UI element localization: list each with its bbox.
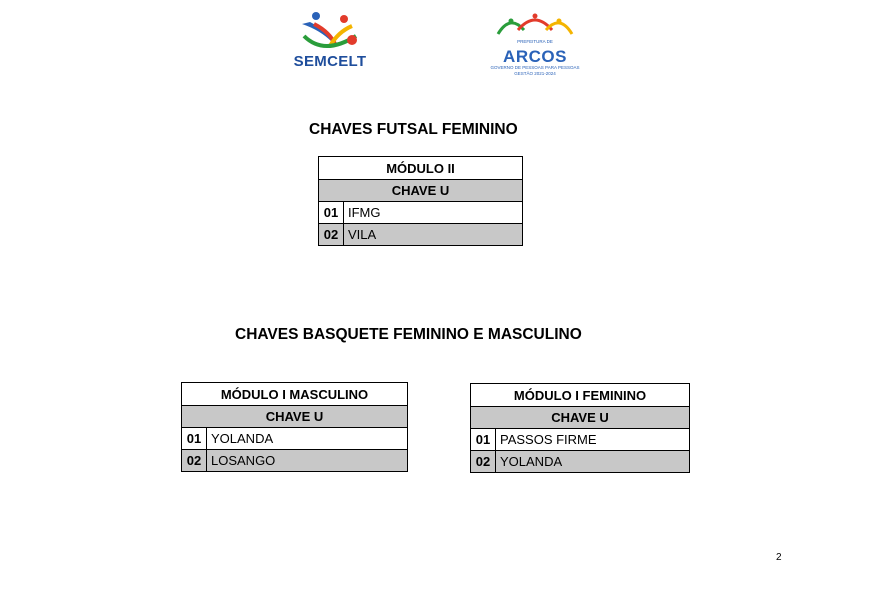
team-number: 02: [471, 451, 496, 473]
table-row: [319, 202, 523, 224]
table-row: [319, 224, 523, 246]
arcos-logo-text: ARCOS: [503, 47, 567, 66]
masculino-chave-label: CHAVE U: [182, 406, 408, 428]
arcos-emblem-icon: [490, 12, 580, 38]
semcelt-logo-text: SEMCELT: [293, 53, 367, 70]
team-number: 01: [182, 428, 207, 450]
page-number: 2: [776, 552, 782, 563]
team-number: 01: [471, 429, 496, 451]
futsal-module-title: MÓDULO II: [319, 157, 523, 180]
team-name: VILA: [344, 224, 523, 246]
semcelt-emblem-icon: [280, 10, 380, 54]
semcelt-logo: [280, 10, 380, 72]
table-row: [471, 451, 690, 473]
team-name: IFMG: [344, 202, 523, 224]
arcos-logo: [490, 12, 580, 74]
arcos-prefeitura-text: PREFEITURA DE: [517, 39, 553, 44]
basquete-masculino-table: [181, 382, 408, 472]
team-name: YOLANDA: [207, 428, 408, 450]
arcos-slogan-text: GOVERNO DE PESSOAS PARA PESSOAS: [490, 65, 580, 70]
team-number: 02: [182, 450, 207, 472]
team-name: LOSANGO: [207, 450, 408, 472]
table-row: [182, 450, 408, 472]
basquete-heading: CHAVES BASQUETE FEMININO E MASCULINO: [235, 326, 582, 343]
team-number: 01: [319, 202, 344, 224]
futsal-chave-label: CHAVE U: [319, 180, 523, 202]
arcos-term-text: GESTÃO 2021-2024: [514, 71, 556, 76]
futsal-chave-table: [318, 156, 523, 246]
team-name: PASSOS FIRME: [496, 429, 690, 451]
feminino-chave-label: CHAVE U: [471, 407, 690, 429]
table-row: [182, 428, 408, 450]
team-number: 02: [319, 224, 344, 246]
team-name: YOLANDA: [496, 451, 690, 473]
basquete-feminino-table: [470, 383, 690, 473]
masculino-module-title: MÓDULO I MASCULINO: [182, 383, 408, 406]
table-row: [471, 429, 690, 451]
feminino-module-title: MÓDULO I FEMININO: [471, 384, 690, 407]
futsal-heading: CHAVES FUTSAL FEMININO: [309, 121, 518, 138]
